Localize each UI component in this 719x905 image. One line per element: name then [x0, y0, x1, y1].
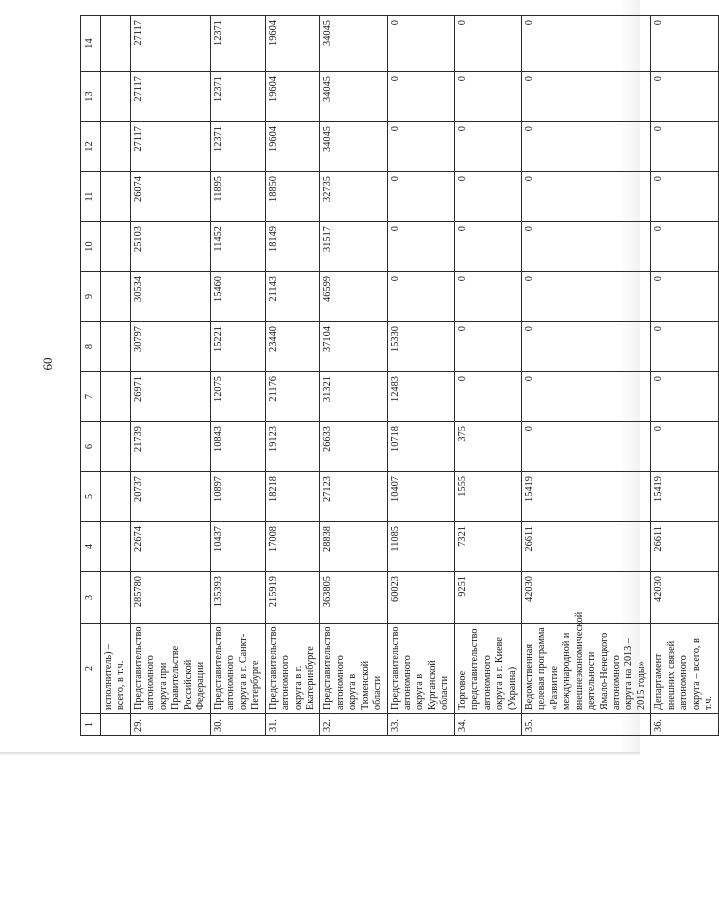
value-cell: 215919 [265, 572, 320, 624]
row-name: Торговое представительство автономного округа в г. Киеве (Украина) [454, 624, 521, 714]
table-row [651, 16, 718, 736]
value-cell: 17008 [265, 522, 320, 572]
value-cell: 30797 [130, 322, 210, 372]
value-cell: 11895 [210, 172, 265, 222]
value-cell: 0 [651, 272, 718, 322]
value-cell: 31321 [320, 372, 387, 422]
value-cell: 1555 [454, 472, 521, 522]
value-cell: 12371 [210, 72, 265, 122]
value-cell: 0 [651, 72, 718, 122]
column-number: 9 [81, 272, 101, 322]
table-body [81, 16, 719, 736]
value-cell [101, 522, 131, 572]
value-cell: 0 [454, 16, 521, 72]
column-number: 13 [81, 72, 101, 122]
value-cell: 26074 [130, 172, 210, 222]
budget-table [80, 15, 719, 736]
value-cell: 0 [454, 72, 521, 122]
row-name: Представительство автономного округа в Тюменской области [320, 624, 387, 714]
value-cell: 27117 [130, 72, 210, 122]
value-cell: 12371 [210, 16, 265, 72]
value-cell: 15221 [210, 322, 265, 372]
value-cell: 26971 [130, 372, 210, 422]
table-row [320, 16, 387, 736]
value-cell: 19604 [265, 122, 320, 172]
value-cell [101, 222, 131, 272]
row-name: Представительство автономного округа при Правительстве Российской Федерации [130, 624, 210, 714]
value-cell: 28838 [320, 522, 387, 572]
table-row [387, 16, 454, 736]
column-number: 3 [81, 572, 101, 624]
value-cell: 0 [651, 372, 718, 422]
column-number-row [81, 16, 101, 736]
value-cell: 10407 [387, 472, 454, 522]
value-cell: 11452 [210, 222, 265, 272]
column-number: 6 [81, 422, 101, 472]
table-row [130, 16, 210, 736]
value-cell: 22674 [130, 522, 210, 572]
table-row [521, 16, 650, 736]
value-cell: 15419 [521, 472, 650, 522]
table-row [210, 16, 265, 736]
row-name: Представительство автономного округа в г. Екатеринбурге [265, 624, 320, 714]
value-cell [101, 322, 131, 372]
value-cell: 285780 [130, 572, 210, 624]
value-cell: 12371 [210, 122, 265, 172]
column-number: 11 [81, 172, 101, 222]
value-cell: 0 [387, 222, 454, 272]
column-number: 12 [81, 122, 101, 172]
value-cell: 0 [651, 172, 718, 222]
table-row [265, 16, 320, 736]
value-cell: 0 [454, 372, 521, 422]
value-cell: 363805 [320, 572, 387, 624]
value-cell: 30534 [130, 272, 210, 322]
value-cell: 18850 [265, 172, 320, 222]
value-cell: 11085 [387, 522, 454, 572]
row-name: Представительство автономного округа в г. Санкт-Петербурге [210, 624, 265, 714]
value-cell: 0 [521, 16, 650, 72]
table-row [454, 16, 521, 736]
column-number: 7 [81, 372, 101, 422]
row-number: 36. [651, 714, 718, 736]
value-cell: 0 [387, 272, 454, 322]
value-cell: 21739 [130, 422, 210, 472]
value-cell: 23440 [265, 322, 320, 372]
value-cell: 26611 [651, 522, 718, 572]
value-cell: 0 [387, 72, 454, 122]
value-cell: 0 [454, 122, 521, 172]
value-cell: 34045 [320, 16, 387, 72]
page-bottom-edge [0, 752, 640, 755]
value-cell: 20737 [130, 472, 210, 522]
value-cell: 15419 [651, 472, 718, 522]
column-number: 14 [81, 16, 101, 72]
value-cell: 0 [651, 422, 718, 472]
value-cell: 0 [651, 122, 718, 172]
page-number: 60 [40, 357, 55, 371]
value-cell: 26633 [320, 422, 387, 472]
value-cell: 0 [454, 272, 521, 322]
column-number: 4 [81, 522, 101, 572]
column-number: 5 [81, 472, 101, 522]
value-cell: 0 [521, 422, 650, 472]
value-cell: 27117 [130, 16, 210, 72]
value-cell: 0 [651, 322, 718, 372]
value-cell: 7321 [454, 522, 521, 572]
value-cell: 0 [454, 172, 521, 222]
row-name: Представительство автономного округа в Курганской области [387, 624, 454, 714]
value-cell: 31517 [320, 222, 387, 272]
table-row [101, 16, 131, 736]
row-number: 35. [521, 714, 650, 736]
value-cell: 0 [521, 122, 650, 172]
value-cell: 10718 [387, 422, 454, 472]
value-cell: 19604 [265, 72, 320, 122]
row-name: Департамент внешних связей автономного округа – всего, в т.ч. [651, 624, 718, 714]
value-cell: 135393 [210, 572, 265, 624]
row-number: 30. [210, 714, 265, 736]
row-number: 31. [265, 714, 320, 736]
row-number: 34. [454, 714, 521, 736]
value-cell [101, 472, 131, 522]
value-cell: 34045 [320, 122, 387, 172]
column-number: 1 [81, 714, 101, 736]
value-cell [101, 16, 131, 72]
value-cell: 12075 [210, 372, 265, 422]
value-cell: 10843 [210, 422, 265, 472]
value-cell: 9251 [454, 572, 521, 624]
value-cell: 0 [521, 272, 650, 322]
value-cell: 42030 [651, 572, 718, 624]
value-cell: 0 [387, 122, 454, 172]
value-cell: 12483 [387, 372, 454, 422]
value-cell [101, 172, 131, 222]
row-number: 32. [320, 714, 387, 736]
value-cell: 0 [521, 322, 650, 372]
value-cell: 0 [521, 372, 650, 422]
value-cell: 32735 [320, 172, 387, 222]
value-cell [101, 372, 131, 422]
value-cell: 34045 [320, 72, 387, 122]
value-cell: 0 [651, 222, 718, 272]
value-cell: 18149 [265, 222, 320, 272]
value-cell: 0 [521, 172, 650, 222]
column-number: 8 [81, 322, 101, 372]
value-cell [101, 572, 131, 624]
value-cell: 60023 [387, 572, 454, 624]
value-cell: 0 [651, 16, 718, 72]
column-number: 2 [81, 624, 101, 714]
value-cell: 10437 [210, 522, 265, 572]
value-cell: 46599 [320, 272, 387, 322]
value-cell: 0 [521, 222, 650, 272]
value-cell: 0 [454, 222, 521, 272]
value-cell: 27123 [320, 472, 387, 522]
value-cell: 42030 [521, 572, 650, 624]
value-cell: 26611 [521, 522, 650, 572]
value-cell: 18218 [265, 472, 320, 522]
row-name: исполнитель) – всего, в т.ч. [101, 624, 131, 714]
value-cell: 0 [387, 16, 454, 72]
value-cell [101, 422, 131, 472]
value-cell [101, 122, 131, 172]
row-name: Ведомственная целевая программа «Развитие международной и внешнеэкономической деятельности Ямало-Ненецкого автономного округа на 2013 – 2015 годы» [521, 624, 650, 714]
value-cell: 0 [521, 72, 650, 122]
value-cell: 375 [454, 422, 521, 472]
value-cell [101, 72, 131, 122]
value-cell: 37104 [320, 322, 387, 372]
value-cell: 15330 [387, 322, 454, 372]
column-number: 10 [81, 222, 101, 272]
value-cell: 19604 [265, 16, 320, 72]
value-cell: 21176 [265, 372, 320, 422]
row-number: 29. [130, 714, 210, 736]
row-number: 33. [387, 714, 454, 736]
rotated-table-container [80, 16, 715, 736]
value-cell: 10897 [210, 472, 265, 522]
value-cell: 19123 [265, 422, 320, 472]
row-number [101, 714, 131, 736]
value-cell: 0 [387, 172, 454, 222]
value-cell: 21143 [265, 272, 320, 322]
value-cell: 27117 [130, 122, 210, 172]
value-cell: 25103 [130, 222, 210, 272]
value-cell: 15460 [210, 272, 265, 322]
value-cell [101, 272, 131, 322]
value-cell: 0 [454, 322, 521, 372]
